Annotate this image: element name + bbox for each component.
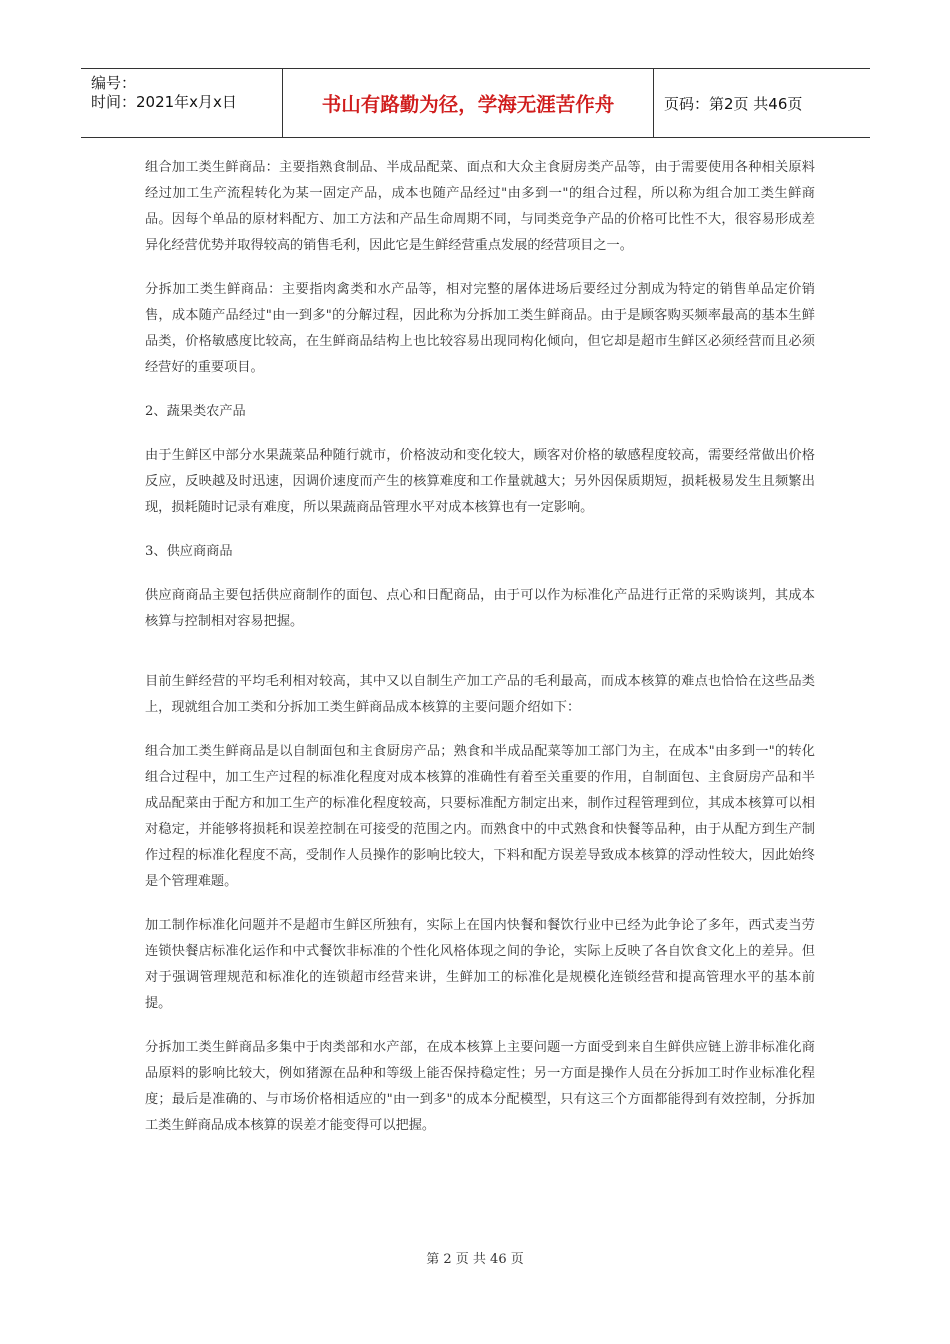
document-date: 时间：2021年x月x日 — [91, 93, 237, 111]
paragraph: 分拆加工类生鲜商品多集中于肉类部和水产部，在成本核算上主要问题一方面受到来自生鲜供应链上游非标准化商品原料的影响比较大，例如猪源在品种和等级上能否保持稳定性；另一方面是操作人员在分拆加工时作业标准化程度；最后是准确的、与市场价格相适应的"由一到多"的成本分配模型，只有这三个方面都能得到有效控制，分拆加工类生鲜商品成本核算的误差才能变得可以把握。 — [145, 1040, 815, 1133]
paragraph: 组合加工类生鲜商品是以自制面包和主食厨房产品；熟食和半成品配菜等加工部门为主，在成本"由多到一"的转化组合过程中，加工生产过程的标准化程度对成本核算的准确性有着至关重要的作用，自制面包、主食厨房产品和半成品配菜由于配方和加工生产的标准化程度较高，只要标准配方制定出来，制作过程管理到位，其成本核算可以相对稳定，并能够将损耗和误差控制在可接受的范围之内。而熟食中的中式熟食和快餐等品种，由于从配方到生产制作过程的标准化程度不高，受制作人员操作的影响比较大，下料和配方误差导致成本核算的浮动性较大，因此始终是个管理难题。 — [145, 744, 815, 889]
section-heading: 3、供应商商品 — [145, 544, 233, 559]
paragraph: 由于生鲜区中部分水果蔬菜品种随行就市，价格波动和变化较大，顾客对价格的敏感程度较高，需要经常做出价格反应，反映越及时迅速，因调价速度而产生的核算难度和工作量就越大；另外因保质期短，损耗极易发生且频繁出现，损耗随时记录有难度，所以果蔬商品管理水平对成本核算也有一定影响。 — [145, 448, 815, 515]
section-heading: 2、蔬果类农产品 — [145, 404, 246, 419]
paragraph: 目前生鲜经营的平均毛利相对较高，其中又以自制生产加工产品的毛利最高，而成本核算的难点也恰恰在这些品类上，现就组合加工类和分拆加工类生鲜商品成本核算的主要问题介绍如下： — [145, 674, 815, 715]
page-header — [81, 68, 870, 138]
paragraph: 分拆加工类生鲜商品：主要指肉禽类和水产品等，相对完整的屠体进场后要经过分割成为特定的销售单品定价销售，成本随产品经过"由一到多"的分解过程，因此称为分拆加工类生鲜商品。由于是顾客购买频率最高的基本生鲜品类，价格敏感度比较高，在生鲜商品结构上也比较容易出现同构化倾向，但它却是超市生鲜区必须经营而且必须经营好的重要项目。 — [145, 282, 815, 375]
page-footer: 第 2 页 共 46 页 — [426, 1252, 524, 1267]
document-number-label: 编号： — [91, 74, 137, 92]
paragraph: 供应商商品主要包括供应商制作的面包、点心和日配商品，由于可以作为标准化产品进行正常的采购谈判，其成本核算与控制相对容易把握。 — [145, 588, 815, 629]
paragraph: 组合加工类生鲜商品：主要指熟食制品、半成品配菜、面点和大众主食厨房类产品等，由于需要使用各种相关原料经过加工生产流程转化为某一固定产品，成本也随产品经过"由多到一"的组合过程，所以称为组合加工类生鲜商品。因每个单品的原材料配方、加工方法和产品生命周期不同，与同类竞争产品的价格可比性不大，很容易形成差异化经营优势并取得较高的销售毛利，因此它是生鲜经营重点发展的经营项目之一。 — [145, 160, 815, 253]
header-motto: 书山有路勤为径，学海无涯苦作舟 — [283, 69, 654, 137]
header-page-info: 页码：第2页 共46页 — [664, 94, 803, 113]
paragraph: 加工制作标准化问题并不是超市生鲜区所独有，实际上在国内快餐和餐饮行业中已经为此争论了多年，西式麦当劳连锁快餐店标准化运作和中式餐饮非标准的个性化风格体现之间的争论，实际上反映了各自饮食文化上的差异。但对于强调管理规范和标准化的连锁超市经营来讲，生鲜加工的标准化是规模化连锁经营和提高管理水平的基本前提。 — [145, 918, 815, 1011]
document-body — [145, 155, 815, 1157]
header-meta-cell — [81, 69, 283, 137]
